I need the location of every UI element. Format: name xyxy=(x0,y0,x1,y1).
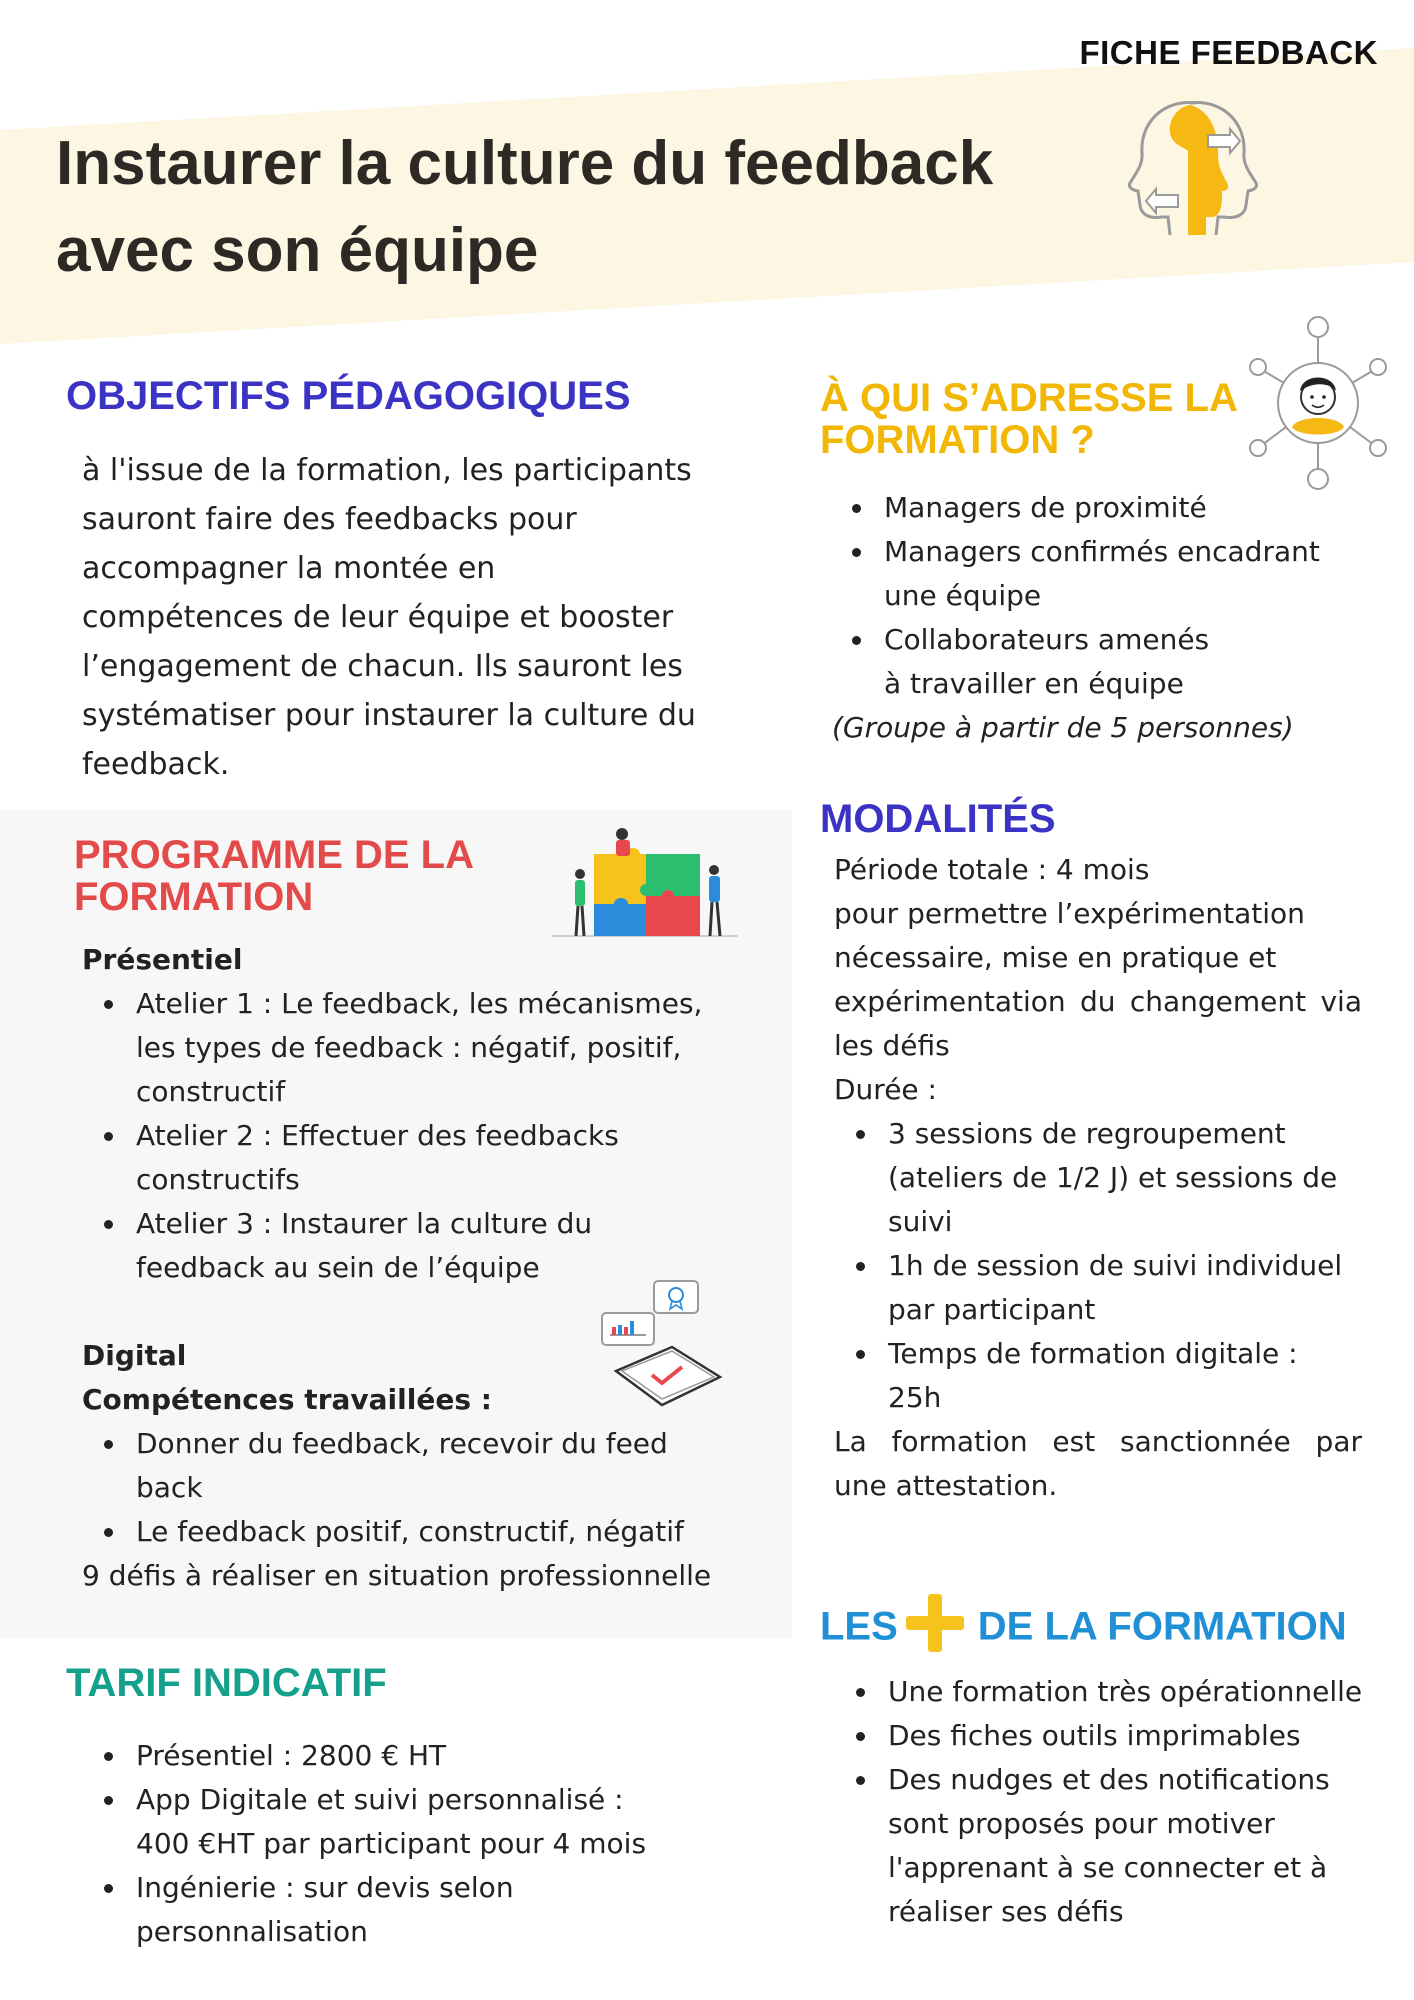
list-item-line: Managers de proximité xyxy=(884,491,1207,524)
plus-title xyxy=(820,1600,1347,1658)
modalites-title: MODALITÉS xyxy=(820,797,1056,841)
digital-label: Digital xyxy=(82,1339,187,1372)
page-title-line: avec son équipe xyxy=(56,216,539,285)
list-item-line: 3 sessions de regroupement xyxy=(888,1117,1286,1150)
list-item xyxy=(834,1332,1362,1420)
list-item xyxy=(82,1734,782,1778)
list-item-line: personnalisation xyxy=(136,1915,368,1948)
modalites-line: expérimentation du changement via xyxy=(834,985,1362,1018)
sanction-line: La formation est sanctionnée par xyxy=(834,1425,1362,1458)
person-network-icon xyxy=(1248,315,1388,490)
objectifs-line: systématiser pour instaurer la culture du xyxy=(82,698,696,733)
modalites-line: nécessaire, mise en pratique et xyxy=(834,941,1277,974)
list-item xyxy=(82,982,782,1114)
duree-label: Durée : xyxy=(834,1073,937,1106)
list-item-line: une équipe xyxy=(884,579,1042,612)
audience-section xyxy=(830,486,1390,750)
objectifs-line: compétences de leur équipe et booster xyxy=(82,600,674,635)
objectifs-line: l’engagement de chacun. Ils sauront les xyxy=(82,649,683,684)
tarif-list xyxy=(82,1734,782,1954)
objectifs-title: OBJECTIFS PÉDAGOGIQUES xyxy=(66,374,631,418)
tablet-checklist-icon xyxy=(596,1275,726,1415)
modalites-list xyxy=(834,1112,1362,1420)
list-item xyxy=(830,486,1390,530)
plus-icon xyxy=(906,1594,964,1652)
modalites-section xyxy=(834,848,1362,1508)
list-item-line: Donner du feedback, recevoir du feed xyxy=(136,1427,668,1460)
list-item xyxy=(834,1714,1394,1758)
list-item-line: Ingénierie : sur devis selon xyxy=(136,1871,514,1904)
list-item-line: par participant xyxy=(888,1293,1096,1326)
modalites-line: les défis xyxy=(834,1029,950,1062)
plus-list xyxy=(834,1670,1394,1934)
competences-label: Compétences travaillées : xyxy=(82,1383,492,1416)
audience-note: (Groupe à partir de 5 personnes) xyxy=(832,711,1294,744)
list-item xyxy=(834,1758,1394,1934)
list-item-line: 25h xyxy=(888,1381,942,1414)
list-item-line: réaliser ses défis xyxy=(888,1895,1124,1928)
list-item-line: Atelier 3 : Instaurer la culture du xyxy=(136,1207,593,1240)
list-item-line: sont proposés pour motiver xyxy=(888,1807,1275,1840)
list-item-line: Collaborateurs amenés xyxy=(884,623,1210,656)
list-item xyxy=(834,1244,1362,1332)
list-item-line: Le feedback positif, constructif, négatif xyxy=(136,1515,684,1548)
list-item-line: les types de feedback : négatif, positif, xyxy=(136,1031,682,1064)
page-title-line: Instaurer la culture du feedback xyxy=(56,129,994,198)
programme-title-line: PROGRAMME DE LA xyxy=(74,833,474,877)
list-item-line: 1h de session de suivi individuel xyxy=(888,1249,1343,1282)
document-tag: FICHE FEEDBACK xyxy=(1079,34,1378,71)
presentiel-label: Présentiel xyxy=(82,943,243,976)
plus-title-after: DE LA FORMATION xyxy=(977,1604,1347,1649)
list-item-line: Présentiel : 2800 € HT xyxy=(136,1739,447,1772)
list-item-line: Managers confirmés encadrant xyxy=(884,535,1320,568)
objectifs-line: à l'issue de la formation, les participants xyxy=(82,453,692,488)
ateliers-list xyxy=(82,982,782,1290)
modalites-line: Période totale : 4 mois xyxy=(834,853,1150,886)
list-item-line: constructifs xyxy=(136,1163,300,1196)
tarif-section xyxy=(82,1734,782,1954)
audience-title xyxy=(820,377,1238,461)
list-item-line: Des nudges et des notifications xyxy=(888,1763,1330,1796)
tarif-title: TARIF INDICATIF xyxy=(66,1661,387,1705)
list-item xyxy=(830,530,1390,618)
page-title xyxy=(56,120,993,294)
defis-text: 9 défis à réaliser en situation professionnelle xyxy=(82,1559,712,1592)
competences-list xyxy=(82,1422,782,1554)
list-item xyxy=(82,1510,782,1554)
list-item xyxy=(834,1112,1362,1244)
list-item-line: Des fiches outils imprimables xyxy=(888,1719,1301,1752)
puzzle-team-icon xyxy=(550,822,740,942)
list-item xyxy=(82,1422,782,1510)
objectifs-line: accompagner la montée en xyxy=(82,551,496,586)
modalites-line: pour permettre l’expérimentation xyxy=(834,897,1305,930)
list-item-line: Atelier 1 : Le feedback, les mécanismes, xyxy=(136,987,703,1020)
list-item-line: Atelier 2 : Effectuer des feedbacks xyxy=(136,1119,619,1152)
objectifs-line: feedback. xyxy=(82,747,230,782)
list-item xyxy=(82,1778,782,1866)
head-exchange-icon xyxy=(1118,95,1268,240)
list-item-line: (ateliers de 1/2 J) et sessions de xyxy=(888,1161,1338,1194)
list-item xyxy=(82,1114,782,1202)
list-item-line: constructif xyxy=(136,1075,286,1108)
list-item-line: Une formation très opérationnelle xyxy=(888,1675,1363,1708)
sanction-line: une attestation. xyxy=(834,1469,1058,1502)
audience-title-line: À QUI S’ADRESSE LA xyxy=(820,376,1238,420)
plus-section xyxy=(834,1670,1394,1934)
list-item-line: back xyxy=(136,1471,203,1504)
list-item-line: Temps de formation digitale : xyxy=(888,1337,1298,1370)
list-item xyxy=(834,1670,1394,1714)
programme-title xyxy=(74,834,474,918)
list-item-line: à travailler en équipe xyxy=(884,667,1184,700)
objectifs-text xyxy=(82,446,696,789)
programme-section xyxy=(82,938,782,1598)
audience-list xyxy=(830,486,1390,706)
list-item xyxy=(82,1866,782,1954)
list-item-line: 400 €HT par participant pour 4 mois xyxy=(136,1827,647,1860)
audience-title-line: FORMATION ? xyxy=(820,418,1095,462)
list-item xyxy=(830,618,1390,706)
list-item-line: l'apprenant à se connecter et à xyxy=(888,1851,1328,1884)
programme-title-line: FORMATION xyxy=(74,875,314,919)
objectifs-line: sauront faire des feedbacks pour xyxy=(82,502,577,537)
list-item-line: feedback au sein de l’équipe xyxy=(136,1251,540,1284)
plus-title-before: LES xyxy=(820,1604,898,1649)
list-item-line: suivi xyxy=(888,1205,953,1238)
list-item-line: App Digitale et suivi personnalisé : xyxy=(136,1783,624,1816)
